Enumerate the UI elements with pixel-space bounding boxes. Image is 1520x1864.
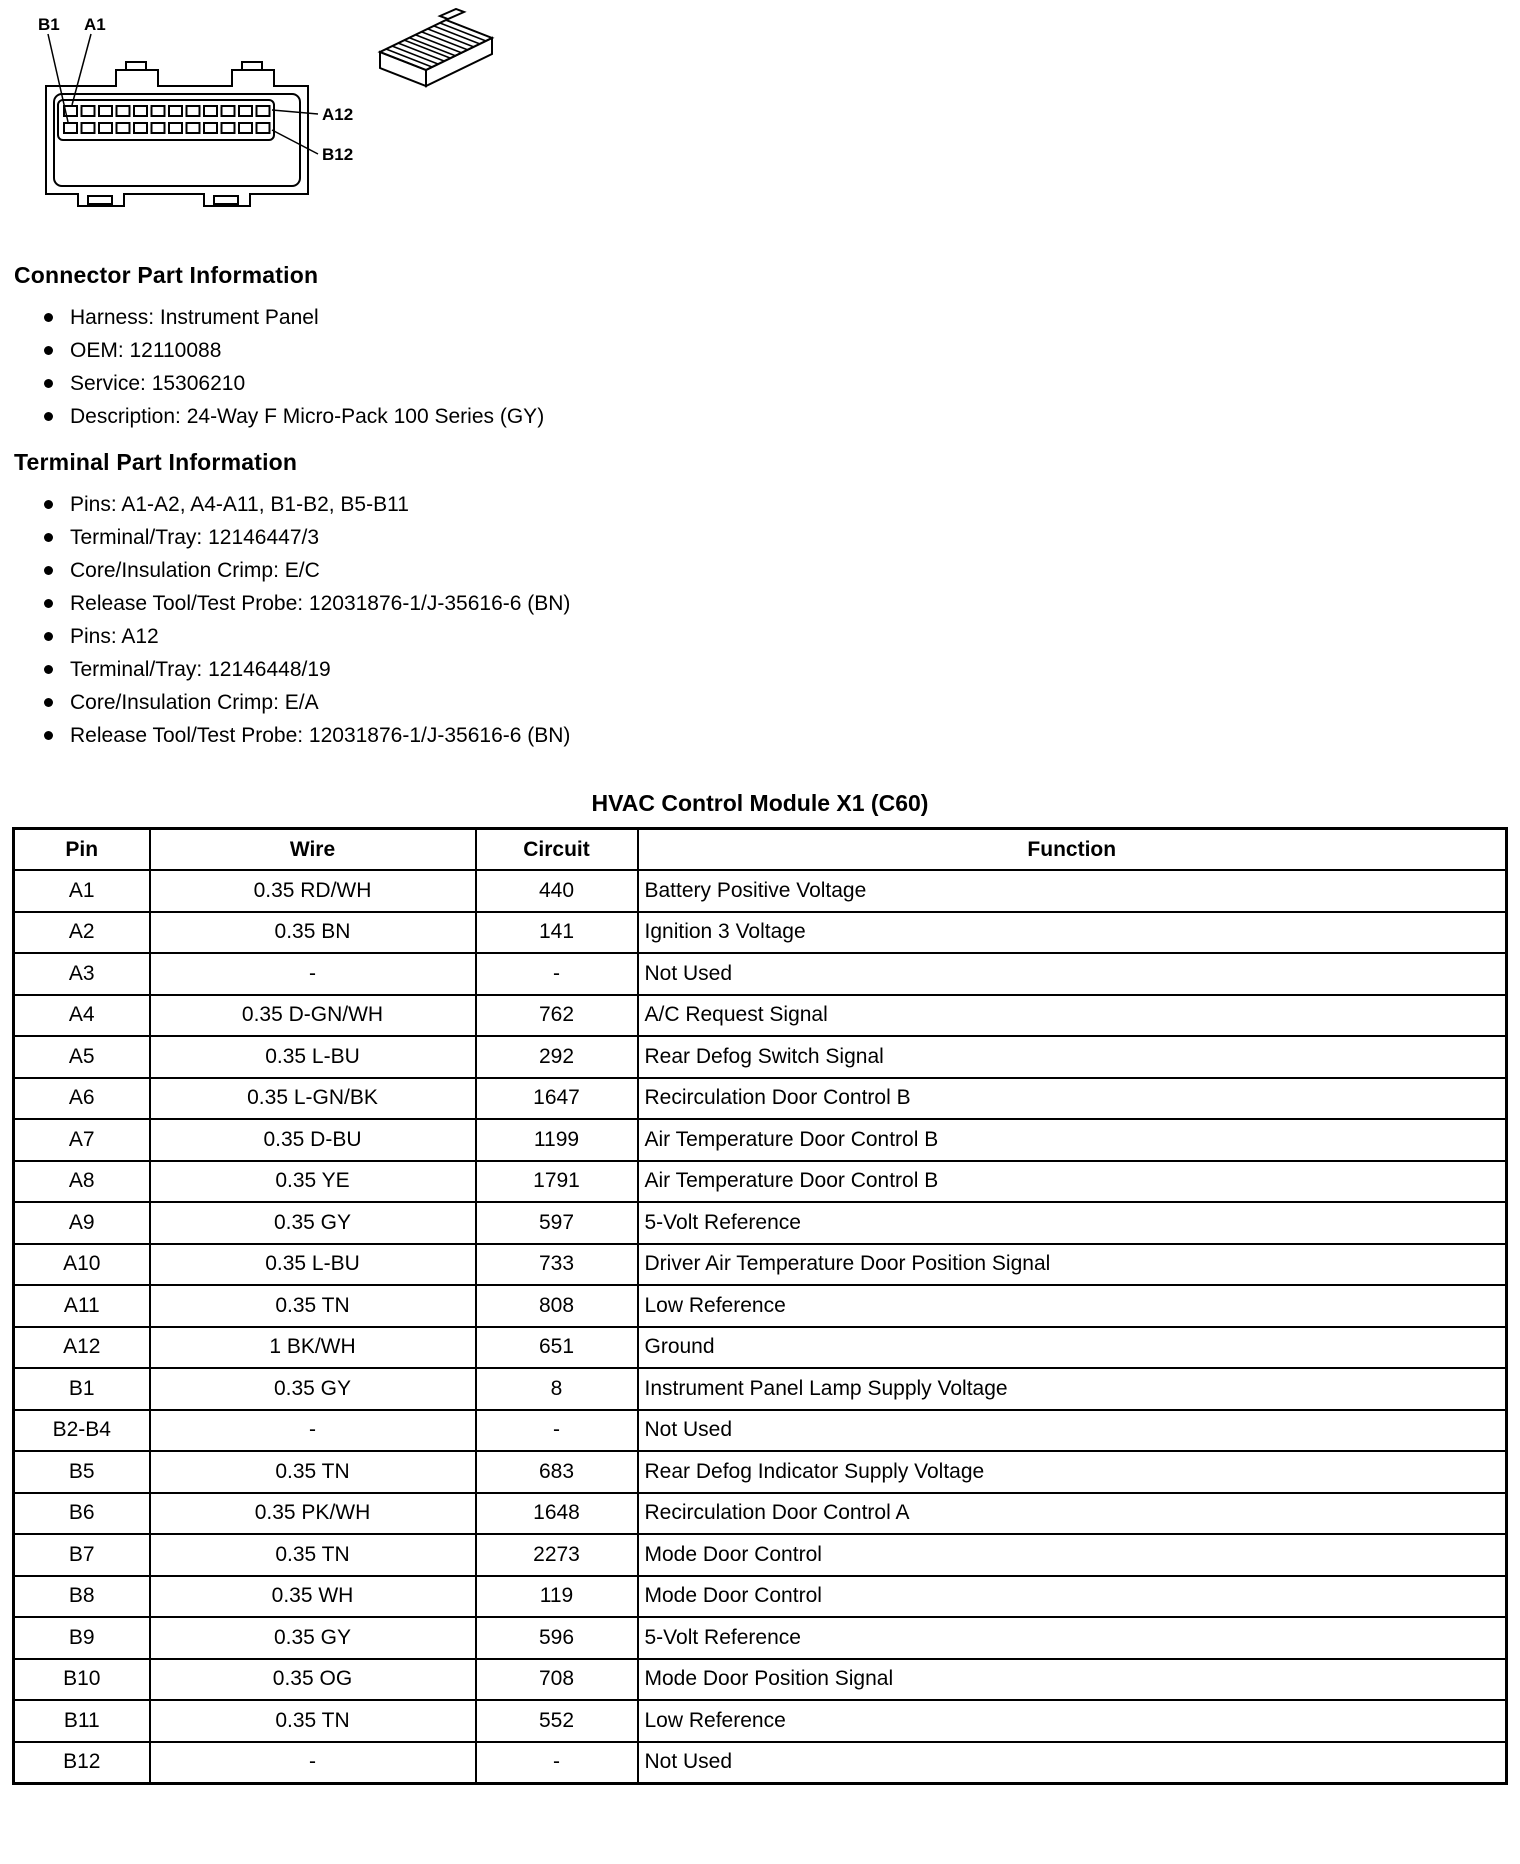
column-header-wire: Wire bbox=[150, 829, 476, 871]
circuit-cell: 597 bbox=[476, 1202, 638, 1244]
wire-cell: 0.35 L-GN/BK bbox=[150, 1078, 476, 1120]
connector-diagram bbox=[12, 8, 1508, 246]
pin-row-a bbox=[64, 106, 270, 116]
info-item-text: Core/Insulation Crimp: E/C bbox=[70, 559, 320, 582]
table-row bbox=[14, 1742, 1507, 1784]
column-header-circuit: Circuit bbox=[476, 829, 638, 871]
info-item bbox=[44, 301, 1508, 334]
wire-cell: - bbox=[150, 1742, 476, 1784]
bullet-icon bbox=[44, 665, 53, 674]
header-row bbox=[14, 829, 1507, 871]
connector-info-heading: Connector Part Information bbox=[14, 262, 319, 288]
circuit-cell: 1648 bbox=[476, 1493, 638, 1535]
function-cell: Instrument Panel Lamp Supply Voltage bbox=[638, 1368, 1507, 1410]
bullet-icon bbox=[44, 500, 53, 509]
function-cell: Ground bbox=[638, 1327, 1507, 1369]
function-cell: Not Used bbox=[638, 1742, 1507, 1784]
pin-cell: B7 bbox=[14, 1534, 150, 1576]
pin-cell: A9 bbox=[14, 1202, 150, 1244]
pin-row-b bbox=[64, 123, 270, 133]
column-header-pin: Pin bbox=[14, 829, 150, 871]
wire-cell: 0.35 RD/WH bbox=[150, 870, 476, 912]
info-item bbox=[44, 686, 1508, 719]
pin-label-a1: A1 bbox=[84, 15, 106, 34]
terminal-info-list-1 bbox=[44, 488, 1508, 620]
wire-cell: 0.35 L-BU bbox=[150, 1036, 476, 1078]
table-row bbox=[14, 953, 1507, 995]
wire-cell: 0.35 WH bbox=[150, 1576, 476, 1618]
pin-cell: A5 bbox=[14, 1036, 150, 1078]
info-item-text: Harness: Instrument Panel bbox=[70, 306, 319, 329]
table-row bbox=[14, 1078, 1507, 1120]
pin-cell: B12 bbox=[14, 1742, 150, 1784]
table-row bbox=[14, 1451, 1507, 1493]
function-cell: Battery Positive Voltage bbox=[638, 870, 1507, 912]
wire-cell: 0.35 OG bbox=[150, 1659, 476, 1701]
pin-cell: B2-B4 bbox=[14, 1410, 150, 1452]
connector-iso-view bbox=[380, 9, 492, 86]
wire-cell: - bbox=[150, 1410, 476, 1452]
circuit-cell: 2273 bbox=[476, 1534, 638, 1576]
circuit-cell: 1791 bbox=[476, 1161, 638, 1203]
wire-cell: 0.35 L-BU bbox=[150, 1244, 476, 1286]
wire-cell: - bbox=[150, 953, 476, 995]
info-item bbox=[44, 719, 1508, 752]
pin-cell: A11 bbox=[14, 1285, 150, 1327]
circuit-cell: - bbox=[476, 1410, 638, 1452]
function-cell: A/C Request Signal bbox=[638, 995, 1507, 1037]
wire-cell: 1 BK/WH bbox=[150, 1327, 476, 1369]
pin-label-a12: A12 bbox=[322, 105, 354, 124]
table-row bbox=[14, 1119, 1507, 1161]
pin-label-b1: B1 bbox=[38, 15, 60, 34]
wire-cell: 0.35 GY bbox=[150, 1368, 476, 1410]
bullet-icon bbox=[44, 632, 53, 641]
circuit-cell: 683 bbox=[476, 1451, 638, 1493]
terminal-info-list-2 bbox=[44, 620, 1508, 752]
function-cell: 5-Volt Reference bbox=[638, 1617, 1507, 1659]
info-item bbox=[44, 488, 1508, 521]
wire-cell: 0.35 TN bbox=[150, 1534, 476, 1576]
table-row bbox=[14, 1327, 1507, 1369]
bullet-icon bbox=[44, 412, 53, 421]
pin-cell: A2 bbox=[14, 912, 150, 954]
info-item-text: Terminal/Tray: 12146447/3 bbox=[70, 526, 320, 549]
connector-front-view bbox=[46, 62, 308, 206]
circuit-cell: 119 bbox=[476, 1576, 638, 1618]
bullet-icon bbox=[44, 698, 53, 707]
pin-cell: A12 bbox=[14, 1327, 150, 1369]
wire-cell: 0.35 D-BU bbox=[150, 1119, 476, 1161]
wire-cell: 0.35 PK/WH bbox=[150, 1493, 476, 1535]
bullet-icon bbox=[44, 533, 53, 542]
info-item bbox=[44, 653, 1508, 686]
table-row bbox=[14, 1659, 1507, 1701]
bullet-icon bbox=[44, 566, 53, 575]
table-row bbox=[14, 1410, 1507, 1452]
table-row bbox=[14, 995, 1507, 1037]
function-cell: Not Used bbox=[638, 953, 1507, 995]
function-cell: 5-Volt Reference bbox=[638, 1202, 1507, 1244]
pin-cell: B9 bbox=[14, 1617, 150, 1659]
circuit-cell: - bbox=[476, 1742, 638, 1784]
table-row bbox=[14, 870, 1507, 912]
info-item bbox=[44, 554, 1508, 587]
connector-drawing-svg bbox=[12, 8, 522, 243]
info-item bbox=[44, 620, 1508, 653]
info-item bbox=[44, 400, 1508, 433]
info-item-text: Service: 15306210 bbox=[70, 372, 246, 395]
function-cell: Air Temperature Door Control B bbox=[638, 1161, 1507, 1203]
circuit-cell: 1199 bbox=[476, 1119, 638, 1161]
function-cell: Air Temperature Door Control B bbox=[638, 1119, 1507, 1161]
info-item bbox=[44, 587, 1508, 620]
function-cell: Rear Defog Indicator Supply Voltage bbox=[638, 1451, 1507, 1493]
table-row bbox=[14, 912, 1507, 954]
column-header-function: Function bbox=[638, 829, 1507, 871]
function-cell: Ignition 3 Voltage bbox=[638, 912, 1507, 954]
wire-cell: 0.35 TN bbox=[150, 1285, 476, 1327]
pin-cell: B1 bbox=[14, 1368, 150, 1410]
table-row bbox=[14, 1576, 1507, 1618]
pin-cell: A10 bbox=[14, 1244, 150, 1286]
circuit-cell: 8 bbox=[476, 1368, 638, 1410]
wire-cell: 0.35 D-GN/WH bbox=[150, 995, 476, 1037]
table-row bbox=[14, 1700, 1507, 1742]
table-row bbox=[14, 1617, 1507, 1659]
info-item bbox=[44, 521, 1508, 554]
wire-cell: 0.35 BN bbox=[150, 912, 476, 954]
pin-cell: A3 bbox=[14, 953, 150, 995]
function-cell: Mode Door Control bbox=[638, 1534, 1507, 1576]
table-row bbox=[14, 1534, 1507, 1576]
wire-cell: 0.35 GY bbox=[150, 1202, 476, 1244]
pin-cell: A1 bbox=[14, 870, 150, 912]
info-item-text: Pins: A1-A2, A4-A11, B1-B2, B5-B11 bbox=[70, 493, 409, 516]
info-item-text: OEM: 12110088 bbox=[70, 339, 222, 362]
wire-cell: 0.35 YE bbox=[150, 1161, 476, 1203]
table-row bbox=[14, 1161, 1507, 1203]
table-row bbox=[14, 1285, 1507, 1327]
wire-cell: 0.35 GY bbox=[150, 1617, 476, 1659]
function-cell: Rear Defog Switch Signal bbox=[638, 1036, 1507, 1078]
table-row bbox=[14, 1368, 1507, 1410]
info-item-text: Terminal/Tray: 12146448/19 bbox=[70, 658, 331, 681]
wire-cell: 0.35 TN bbox=[150, 1700, 476, 1742]
pin-cell: B10 bbox=[14, 1659, 150, 1701]
table-row bbox=[14, 1202, 1507, 1244]
circuit-cell: 1647 bbox=[476, 1078, 638, 1120]
circuit-cell: 762 bbox=[476, 995, 638, 1037]
pin-cell: B8 bbox=[14, 1576, 150, 1618]
bullet-icon bbox=[44, 346, 53, 355]
table-title: HVAC Control Module X1 (C60) bbox=[591, 790, 929, 816]
pin-cell: B5 bbox=[14, 1451, 150, 1493]
circuit-cell: 292 bbox=[476, 1036, 638, 1078]
circuit-cell: 596 bbox=[476, 1617, 638, 1659]
info-item-text: Release Tool/Test Probe: 12031876-1/J-35616-6 (BN) bbox=[70, 592, 571, 615]
function-cell: Driver Air Temperature Door Position Signal bbox=[638, 1244, 1507, 1286]
pin-cell: A8 bbox=[14, 1161, 150, 1203]
table-row bbox=[14, 1493, 1507, 1535]
pin-cell: B11 bbox=[14, 1700, 150, 1742]
wire-cell: 0.35 TN bbox=[150, 1451, 476, 1493]
circuit-cell: 708 bbox=[476, 1659, 638, 1701]
info-item-text: Pins: A12 bbox=[70, 625, 159, 648]
bullet-icon bbox=[44, 599, 53, 608]
circuit-cell: 808 bbox=[476, 1285, 638, 1327]
terminal-info-heading: Terminal Part Information bbox=[14, 449, 298, 475]
info-item-text: Core/Insulation Crimp: E/A bbox=[70, 691, 319, 714]
function-cell: Mode Door Control bbox=[638, 1576, 1507, 1618]
pin-cell: A6 bbox=[14, 1078, 150, 1120]
circuit-cell: 733 bbox=[476, 1244, 638, 1286]
circuit-cell: 141 bbox=[476, 912, 638, 954]
function-cell: Not Used bbox=[638, 1410, 1507, 1452]
circuit-cell: 440 bbox=[476, 870, 638, 912]
connector-info-list bbox=[44, 301, 1508, 433]
table-row bbox=[14, 1036, 1507, 1078]
info-item-text: Release Tool/Test Probe: 12031876-1/J-35616-6 (BN) bbox=[70, 724, 571, 747]
bullet-icon bbox=[44, 379, 53, 388]
pin-label-b12: B12 bbox=[322, 145, 354, 164]
circuit-cell: 552 bbox=[476, 1700, 638, 1742]
function-cell: Low Reference bbox=[638, 1285, 1507, 1327]
function-cell: Low Reference bbox=[638, 1700, 1507, 1742]
pin-cell: A7 bbox=[14, 1119, 150, 1161]
pin-cell: B6 bbox=[14, 1493, 150, 1535]
circuit-cell: - bbox=[476, 953, 638, 995]
info-item bbox=[44, 367, 1508, 400]
bullet-icon bbox=[44, 313, 53, 322]
pinout-table-body bbox=[14, 870, 1507, 1783]
table-row bbox=[14, 1244, 1507, 1286]
circuit-cell: 651 bbox=[476, 1327, 638, 1369]
function-cell: Recirculation Door Control A bbox=[638, 1493, 1507, 1535]
pin-cell: A4 bbox=[14, 995, 150, 1037]
function-cell: Recirculation Door Control B bbox=[638, 1078, 1507, 1120]
pin-labels bbox=[38, 15, 353, 164]
pinout-table bbox=[12, 827, 1508, 1785]
info-item bbox=[44, 334, 1508, 367]
pinout-table-header bbox=[14, 829, 1507, 871]
bullet-icon bbox=[44, 731, 53, 740]
function-cell: Mode Door Position Signal bbox=[638, 1659, 1507, 1701]
info-item-text: Description: 24-Way F Micro-Pack 100 Series (GY) bbox=[70, 405, 545, 428]
